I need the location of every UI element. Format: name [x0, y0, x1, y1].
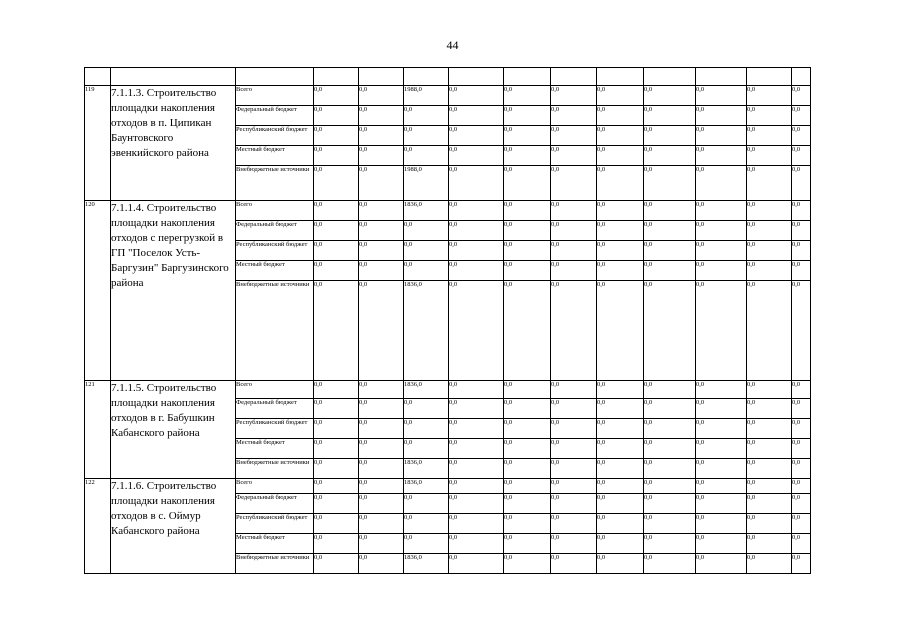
amount-cell: 0,0 — [551, 419, 597, 439]
amount-cell: 0,0 — [696, 534, 747, 554]
amount-cell: 0,0 — [747, 261, 792, 281]
amount-cell: 0,0 — [359, 221, 404, 241]
amount-cell: 0,0 — [696, 494, 747, 514]
amount-cell: 0,0 — [644, 221, 696, 241]
amount-cell: 1988,0 — [404, 86, 449, 106]
amount-cell: 0,0 — [359, 241, 404, 261]
amount-cell: 0,0 — [792, 479, 811, 494]
amount-cell: 0,0 — [747, 241, 792, 261]
amount-cell: 1836,0 — [404, 201, 449, 221]
amount-cell: 0,0 — [404, 399, 449, 419]
amount-cell: 0,0 — [314, 86, 359, 106]
header-cell — [85, 68, 111, 86]
amount-cell: 0,0 — [696, 166, 747, 201]
amount-cell: 0,0 — [644, 479, 696, 494]
amount-cell: 0,0 — [449, 381, 504, 399]
amount-cell: 0,0 — [696, 554, 747, 574]
amount-cell: 0,0 — [792, 514, 811, 534]
amount-cell: 0,0 — [696, 261, 747, 281]
amount-cell: 0,0 — [696, 399, 747, 419]
amount-cell: 0,0 — [747, 281, 792, 381]
amount-cell: 0,0 — [359, 106, 404, 126]
amount-cell: 0,0 — [644, 166, 696, 201]
amount-cell: 0,0 — [747, 494, 792, 514]
funding-source: Федеральный бюджет — [236, 399, 314, 419]
amount-cell: 0,0 — [359, 201, 404, 221]
amount-cell: 0,0 — [644, 146, 696, 166]
amount-cell: 0,0 — [696, 241, 747, 261]
amount-cell: 0,0 — [359, 459, 404, 479]
amount-cell: 0,0 — [504, 86, 551, 106]
amount-cell: 0,0 — [504, 381, 551, 399]
amount-cell: 0,0 — [792, 126, 811, 146]
amount-cell: 0,0 — [404, 534, 449, 554]
amount-cell: 0,0 — [404, 419, 449, 439]
amount-cell: 0,0 — [359, 534, 404, 554]
table-row — [85, 381, 811, 399]
amount-cell: 0,0 — [449, 106, 504, 126]
amount-cell: 0,0 — [551, 459, 597, 479]
amount-cell: 0,0 — [644, 494, 696, 514]
amount-cell: 0,0 — [747, 221, 792, 241]
amount-cell: 0,0 — [449, 459, 504, 479]
amount-cell: 0,0 — [504, 106, 551, 126]
table-row — [85, 86, 811, 106]
amount-cell: 0,0 — [504, 479, 551, 494]
amount-cell: 0,0 — [551, 166, 597, 201]
table-header-row — [85, 68, 811, 86]
amount-cell: 0,0 — [644, 554, 696, 574]
amount-cell: 0,0 — [792, 146, 811, 166]
amount-cell: 0,0 — [597, 261, 644, 281]
amount-cell: 0,0 — [597, 201, 644, 221]
header-cell — [449, 68, 504, 86]
amount-cell: 1836,0 — [404, 554, 449, 574]
amount-cell: 0,0 — [449, 479, 504, 494]
amount-cell: 0,0 — [597, 106, 644, 126]
amount-cell: 0,0 — [747, 534, 792, 554]
amount-cell: 0,0 — [551, 146, 597, 166]
amount-cell: 0,0 — [314, 494, 359, 514]
amount-cell: 0,0 — [449, 126, 504, 146]
header-cell — [404, 68, 449, 86]
amount-cell: 0,0 — [644, 106, 696, 126]
amount-cell: 0,0 — [551, 126, 597, 146]
amount-cell: 0,0 — [597, 419, 644, 439]
amount-cell: 0,0 — [747, 399, 792, 419]
amount-cell: 0,0 — [644, 281, 696, 381]
amount-cell: 0,0 — [504, 459, 551, 479]
amount-cell: 0,0 — [449, 166, 504, 201]
amount-cell: 0,0 — [696, 86, 747, 106]
amount-cell: 0,0 — [314, 419, 359, 439]
amount-cell: 0,0 — [597, 459, 644, 479]
amount-cell: 0,0 — [504, 261, 551, 281]
header-cell — [551, 68, 597, 86]
amount-cell: 0,0 — [747, 201, 792, 221]
amount-cell: 0,0 — [644, 399, 696, 419]
amount-cell: 0,0 — [792, 166, 811, 201]
amount-cell: 0,0 — [747, 419, 792, 439]
amount-cell: 0,0 — [504, 126, 551, 146]
amount-cell: 0,0 — [696, 126, 747, 146]
funding-source: Всего — [236, 86, 314, 106]
amount-cell: 0,0 — [792, 201, 811, 221]
budget-table — [84, 67, 811, 574]
amount-cell: 0,0 — [314, 106, 359, 126]
amount-cell: 0,0 — [314, 166, 359, 201]
funding-source: Внебюджетные источники — [236, 166, 314, 201]
amount-cell: 0,0 — [696, 146, 747, 166]
amount-cell: 0,0 — [449, 86, 504, 106]
amount-cell: 0,0 — [314, 534, 359, 554]
amount-cell: 0,0 — [359, 381, 404, 399]
amount-cell: 0,0 — [551, 106, 597, 126]
amount-cell: 0,0 — [449, 439, 504, 459]
amount-cell: 0,0 — [504, 419, 551, 439]
amount-cell: 0,0 — [449, 241, 504, 261]
amount-cell: 0,0 — [597, 439, 644, 459]
amount-cell: 0,0 — [359, 514, 404, 534]
amount-cell: 0,0 — [449, 201, 504, 221]
amount-cell: 0,0 — [597, 221, 644, 241]
funding-source: Местный бюджет — [236, 439, 314, 459]
amount-cell: 0,0 — [696, 221, 747, 241]
amount-cell: 0,0 — [597, 86, 644, 106]
amount-cell: 0,0 — [644, 381, 696, 399]
amount-cell: 0,0 — [314, 261, 359, 281]
header-cell — [504, 68, 551, 86]
amount-cell: 0,0 — [792, 261, 811, 281]
amount-cell: 0,0 — [504, 514, 551, 534]
amount-cell: 0,0 — [696, 514, 747, 534]
amount-cell: 1836,0 — [404, 459, 449, 479]
amount-cell: 0,0 — [314, 221, 359, 241]
amount-cell: 0,0 — [551, 439, 597, 459]
amount-cell: 0,0 — [597, 126, 644, 146]
page-number: 44 — [446, 38, 459, 52]
amount-cell: 0,0 — [696, 381, 747, 399]
header-cell — [696, 68, 747, 86]
amount-cell: 0,0 — [597, 381, 644, 399]
amount-cell: 0,0 — [359, 419, 404, 439]
funding-source: Федеральный бюджет — [236, 494, 314, 514]
amount-cell: 0,0 — [504, 281, 551, 381]
row-number: 121 — [85, 381, 111, 479]
amount-cell: 0,0 — [314, 281, 359, 381]
amount-cell: 0,0 — [551, 261, 597, 281]
amount-cell: 0,0 — [551, 201, 597, 221]
amount-cell: 0,0 — [551, 494, 597, 514]
funding-source: Всего — [236, 479, 314, 494]
amount-cell: 0,0 — [696, 201, 747, 221]
row-number: 122 — [85, 479, 111, 574]
amount-cell: 0,0 — [359, 554, 404, 574]
amount-cell: 0,0 — [359, 439, 404, 459]
amount-cell: 0,0 — [404, 126, 449, 146]
amount-cell: 0,0 — [792, 419, 811, 439]
amount-cell: 0,0 — [644, 241, 696, 261]
header-cell — [597, 68, 644, 86]
amount-cell: 0,0 — [597, 281, 644, 381]
amount-cell: 0,0 — [644, 439, 696, 459]
amount-cell: 0,0 — [314, 439, 359, 459]
amount-cell: 0,0 — [551, 221, 597, 241]
funding-source: Местный бюджет — [236, 146, 314, 166]
amount-cell: 0,0 — [504, 439, 551, 459]
funding-source: Республиканский бюджет — [236, 126, 314, 146]
amount-cell: 0,0 — [551, 241, 597, 261]
amount-cell: 0,0 — [644, 534, 696, 554]
amount-cell: 0,0 — [696, 439, 747, 459]
header-cell — [111, 68, 236, 86]
amount-cell: 0,0 — [597, 399, 644, 419]
amount-cell: 0,0 — [359, 166, 404, 201]
amount-cell: 0,0 — [314, 399, 359, 419]
amount-cell: 0,0 — [747, 479, 792, 494]
amount-cell: 0,0 — [747, 439, 792, 459]
amount-cell: 0,0 — [449, 494, 504, 514]
amount-cell: 0,0 — [696, 419, 747, 439]
amount-cell: 0,0 — [449, 146, 504, 166]
amount-cell: 0,0 — [597, 494, 644, 514]
amount-cell: 0,0 — [449, 554, 504, 574]
amount-cell: 0,0 — [792, 86, 811, 106]
amount-cell: 0,0 — [449, 261, 504, 281]
amount-cell: 0,0 — [404, 221, 449, 241]
amount-cell: 0,0 — [359, 399, 404, 419]
amount-cell: 0,0 — [504, 201, 551, 221]
funding-source: Местный бюджет — [236, 261, 314, 281]
amount-cell: 0,0 — [314, 554, 359, 574]
amount-cell: 0,0 — [644, 126, 696, 146]
amount-cell: 0,0 — [747, 106, 792, 126]
funding-source: Республиканский бюджет — [236, 514, 314, 534]
amount-cell: 0,0 — [792, 534, 811, 554]
amount-cell: 0,0 — [314, 479, 359, 494]
header-cell — [747, 68, 792, 86]
amount-cell: 0,0 — [644, 86, 696, 106]
amount-cell: 0,0 — [551, 534, 597, 554]
amount-cell: 0,0 — [551, 479, 597, 494]
amount-cell: 0,0 — [597, 479, 644, 494]
amount-cell: 0,0 — [449, 419, 504, 439]
amount-cell: 0,0 — [504, 166, 551, 201]
header-cell — [359, 68, 404, 86]
amount-cell: 0,0 — [551, 281, 597, 381]
amount-cell: 0,0 — [792, 439, 811, 459]
amount-cell: 0,0 — [696, 479, 747, 494]
amount-cell: 0,0 — [314, 146, 359, 166]
amount-cell: 0,0 — [504, 554, 551, 574]
funding-source: Местный бюджет — [236, 534, 314, 554]
amount-cell: 0,0 — [792, 221, 811, 241]
funding-source: Федеральный бюджет — [236, 106, 314, 126]
header-cell — [236, 68, 314, 86]
amount-cell: 1836,0 — [404, 281, 449, 381]
amount-cell: 0,0 — [597, 166, 644, 201]
amount-cell: 0,0 — [644, 261, 696, 281]
amount-cell: 0,0 — [449, 514, 504, 534]
amount-cell: 0,0 — [747, 459, 792, 479]
amount-cell: 0,0 — [449, 399, 504, 419]
amount-cell: 0,0 — [551, 399, 597, 419]
amount-cell: 1836,0 — [404, 381, 449, 399]
funding-source: Федеральный бюджет — [236, 221, 314, 241]
amount-cell: 0,0 — [551, 381, 597, 399]
amount-cell: 0,0 — [404, 146, 449, 166]
amount-cell: 0,0 — [504, 494, 551, 514]
funding-source: Республиканский бюджет — [236, 419, 314, 439]
funding-source: Республиканский бюджет — [236, 241, 314, 261]
amount-cell: 0,0 — [696, 106, 747, 126]
amount-cell: 0,0 — [504, 241, 551, 261]
amount-cell: 0,0 — [747, 166, 792, 201]
amount-cell: 0,0 — [792, 494, 811, 514]
amount-cell: 0,0 — [359, 479, 404, 494]
amount-cell: 0,0 — [449, 281, 504, 381]
amount-cell: 0,0 — [792, 241, 811, 261]
amount-cell: 0,0 — [644, 201, 696, 221]
amount-cell: 0,0 — [792, 554, 811, 574]
amount-cell: 0,0 — [314, 126, 359, 146]
amount-cell: 0,0 — [504, 221, 551, 241]
amount-cell: 0,0 — [551, 554, 597, 574]
table-row — [85, 479, 811, 494]
funding-source: Внебюджетные источники — [236, 281, 314, 381]
funding-source: Внебюджетные источники — [236, 554, 314, 574]
funding-source: Всего — [236, 201, 314, 221]
header-cell — [792, 68, 811, 86]
amount-cell: 0,0 — [404, 439, 449, 459]
amount-cell: 0,0 — [404, 514, 449, 534]
amount-cell: 0,0 — [314, 381, 359, 399]
amount-cell: 0,0 — [644, 514, 696, 534]
amount-cell: 0,0 — [747, 146, 792, 166]
measure-name: 7.1.1.4. Строительство площадки накопления отходов с перегрузкой в ГП "Поселок Усть-Баргузин" Баргузинского района — [111, 201, 236, 381]
amount-cell: 0,0 — [314, 514, 359, 534]
amount-cell: 0,0 — [747, 381, 792, 399]
amount-cell: 0,0 — [504, 146, 551, 166]
amount-cell: 0,0 — [359, 494, 404, 514]
amount-cell: 0,0 — [551, 86, 597, 106]
amount-cell: 0,0 — [792, 281, 811, 381]
table-row — [85, 201, 811, 221]
amount-cell: 0,0 — [359, 281, 404, 381]
row-number: 120 — [85, 201, 111, 381]
row-number: 119 — [85, 86, 111, 201]
amount-cell: 0,0 — [597, 514, 644, 534]
amount-cell: 0,0 — [792, 381, 811, 399]
amount-cell: 0,0 — [747, 86, 792, 106]
amount-cell: 0,0 — [359, 146, 404, 166]
header-cell — [644, 68, 696, 86]
amount-cell: 0,0 — [314, 241, 359, 261]
amount-cell: 1988,0 — [404, 166, 449, 201]
amount-cell: 0,0 — [404, 261, 449, 281]
amount-cell: 0,0 — [504, 534, 551, 554]
amount-cell: 1836,0 — [404, 479, 449, 494]
amount-cell: 0,0 — [696, 281, 747, 381]
amount-cell: 0,0 — [449, 534, 504, 554]
measure-name: 7.1.1.6. Строительство площадки накопления отходов в с. Оймур Кабанского района — [111, 479, 236, 574]
amount-cell: 0,0 — [792, 399, 811, 419]
header-cell — [314, 68, 359, 86]
funding-source: Внебюджетные источники — [236, 459, 314, 479]
amount-cell: 0,0 — [747, 554, 792, 574]
amount-cell: 0,0 — [597, 534, 644, 554]
amount-cell: 0,0 — [359, 86, 404, 106]
amount-cell: 0,0 — [597, 554, 644, 574]
measure-name: 7.1.1.3. Строительство площадки накопления отходов в п. Ципикан Баунтовского эвенкийского района — [111, 86, 236, 201]
amount-cell: 0,0 — [449, 221, 504, 241]
amount-cell: 0,0 — [747, 514, 792, 534]
amount-cell: 0,0 — [747, 126, 792, 146]
amount-cell: 0,0 — [597, 146, 644, 166]
amount-cell: 0,0 — [404, 494, 449, 514]
amount-cell: 0,0 — [696, 459, 747, 479]
amount-cell: 0,0 — [314, 201, 359, 221]
amount-cell: 0,0 — [792, 106, 811, 126]
measure-name: 7.1.1.5. Строительство площадки накопления отходов в г. Бабушкин Кабанского района — [111, 381, 236, 479]
amount-cell: 0,0 — [359, 261, 404, 281]
amount-cell: 0,0 — [359, 126, 404, 146]
amount-cell: 0,0 — [644, 419, 696, 439]
amount-cell: 0,0 — [551, 514, 597, 534]
amount-cell: 0,0 — [404, 106, 449, 126]
amount-cell: 0,0 — [792, 459, 811, 479]
amount-cell: 0,0 — [644, 459, 696, 479]
amount-cell: 0,0 — [597, 241, 644, 261]
amount-cell: 0,0 — [404, 241, 449, 261]
amount-cell: 0,0 — [504, 399, 551, 419]
amount-cell: 0,0 — [314, 459, 359, 479]
funding-source: Всего — [236, 381, 314, 399]
